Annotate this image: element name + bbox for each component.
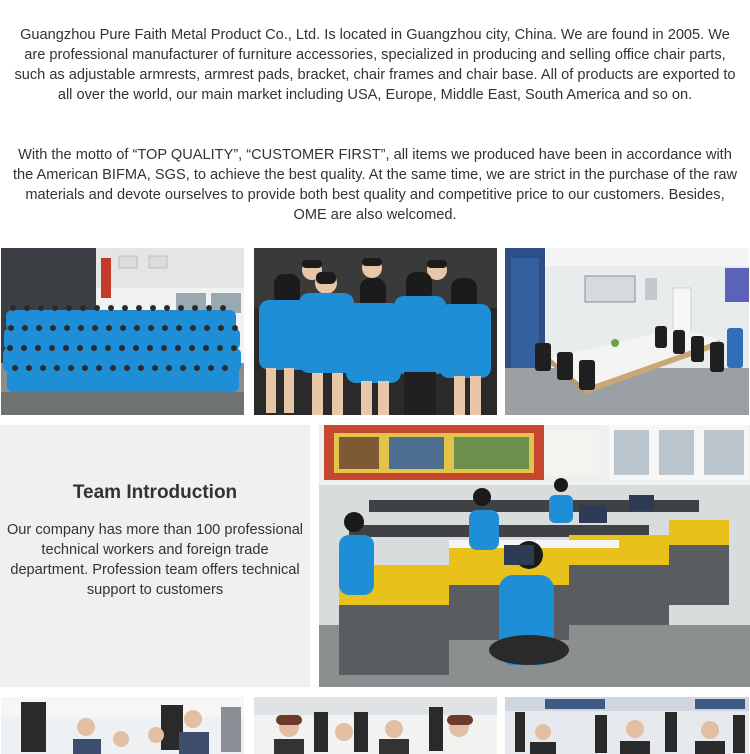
exhibition-photo-3 [505,697,749,754]
intro-paragraph-1: Guangzhou Pure Faith Metal Product Co., Ltd. Is located in Guangzhou city, China. We are found in 2005. We are professional manufacturer of furniture accessories, specialized in producing and selling office chair parts, such as adjustable armrests, armrest pads, bracket, chair frames and chair base. All of products are exported to all over the world, our main market including USA, Europe, Middle East, South America and so on. [14,27,736,103]
meeting-room-photo [505,248,749,415]
office-workstations-photo [319,425,750,687]
team-introduction-title: Team Introduction [72,482,238,503]
sales-team-photo [254,248,497,415]
exhibition-photo-2 [254,697,497,754]
staff-group-photo [1,248,244,415]
intro-paragraph-2: With the motto of “TOP QUALITY”, “CUSTOMER FIRST”, all items we produced have been in accordance with the American BIFMA, SGS, to achieve the best quality. At the same time, we are strict in the purchase of the raw materials and devote ourselves to provide both best quality and competitive price to our customers. Besides, OME are also welcomed. [12,147,738,223]
team-introduction-description: Our company has more than 100 professional technical workers and foreign trade department. Profession team offers technical support to customers [6,522,304,598]
exhibition-photo-1 [1,697,244,754]
